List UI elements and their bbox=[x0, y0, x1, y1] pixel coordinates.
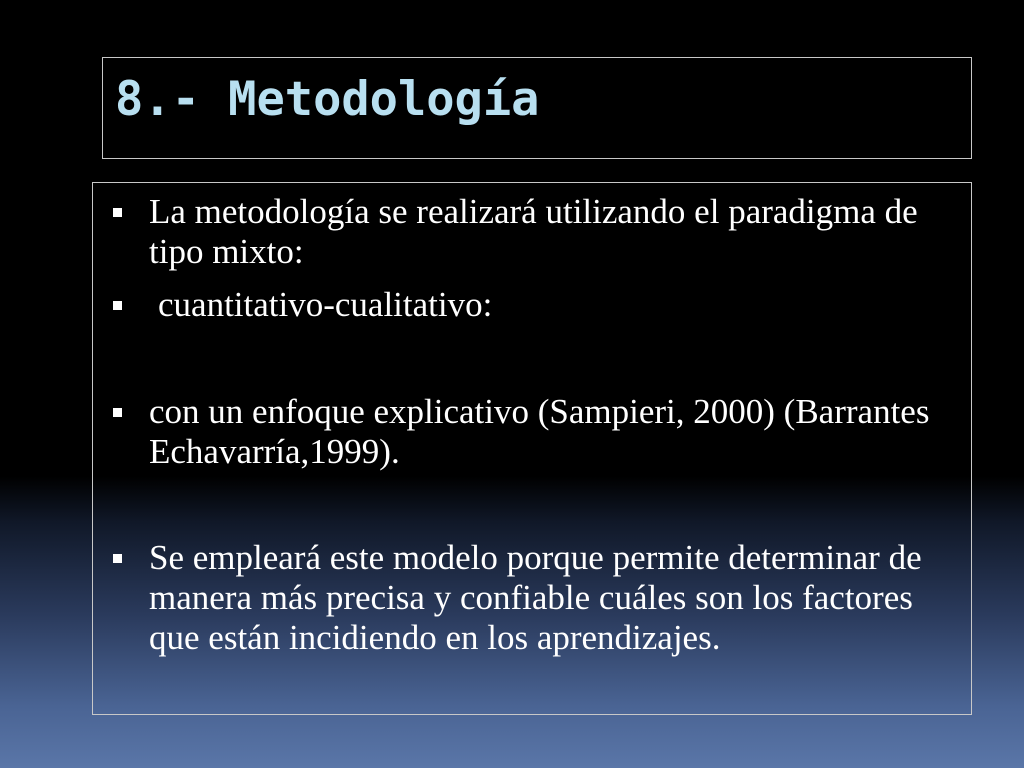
bullet-text: con un enfoque explicativo (Sampieri, 2000) (Barrantes Echavarría,1999). bbox=[149, 392, 930, 471]
title-box bbox=[102, 57, 972, 159]
slide-title: 8.- Metodología bbox=[115, 72, 540, 127]
bullet-text: La metodología se realizará utilizando el paradigma de tipo mixto: bbox=[149, 192, 918, 271]
content-box bbox=[92, 182, 972, 715]
square-bullet-icon bbox=[113, 554, 122, 563]
bullet-text: Se empleará este modelo porque permite determinar de manera más precisa y confiable cuáles son los factores que están incidiendo en los aprendizajes. bbox=[149, 538, 922, 657]
square-bullet-icon bbox=[113, 301, 122, 310]
square-bullet-icon bbox=[113, 208, 122, 217]
square-bullet-icon bbox=[113, 408, 122, 417]
bullet-text: cuantitativo-cualitativo: bbox=[158, 285, 493, 324]
